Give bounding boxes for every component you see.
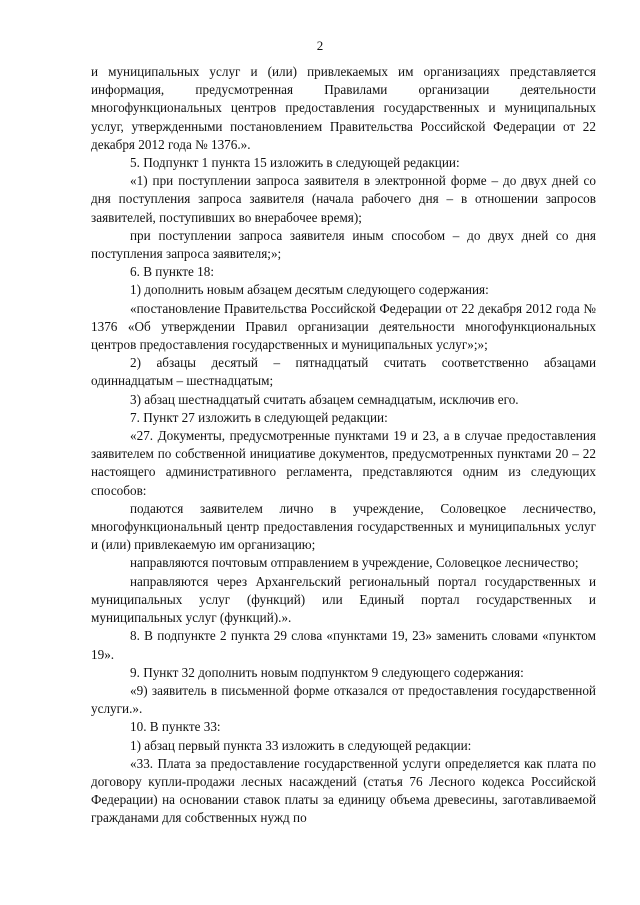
paragraph-item-7: 7. Пункт 27 изложить в следующей редакции: xyxy=(130,409,388,425)
paragraph-item-9-subitem-9: «9) заявитель в письменной форме отказался от предоставления государственной услуги.». xyxy=(91,682,596,717)
paragraph-item-7-method-mail: направляются почтовым отправлением в учреждение, Соловецкое лесничество; xyxy=(130,555,579,571)
paragraph-item-6-quote: «постановление Правительства Российской Федерации от 22 декабря 2012 года № 1376 «Об утверждении Правил организации деятельности многофункциональных центров предоставления государственных и муниципальных услуг»;»; xyxy=(91,300,596,353)
paragraph-item-5-subitem-1: «1) при поступлении запроса заявителя в электронной форме – до двух дней со дня поступления запроса заявителя (начала рабочего дня – в отношении запросов заявителей, поступивших во внерабочее время); xyxy=(91,173,596,225)
paragraph-item-10: 10. В пункте 33: xyxy=(130,719,221,735)
paragraph-item-6: 6. В пункте 18: xyxy=(130,264,214,280)
paragraph-item-8: 8. В подпункте 2 пункта 29 слова «пунктами 19, 23» заменить словами «пунктом 19». xyxy=(91,628,596,662)
paragraph-item-6-subitem-1: 1) дополнить новым абзацем десятым следующего содержания: xyxy=(130,282,489,298)
paragraph-item-7-method-in-person: подаются заявителем лично в учреждение, Соловецкое лесничество, многофункциональный центр предоставления государственных и муниципальных услуг и (или) привлекаемую им организацию; xyxy=(91,500,596,553)
paragraph-item-6-subitem-3: 3) абзац шестнадцатый считать абзацем семнадцатым, исключив его. xyxy=(130,391,519,407)
paragraph-continuation: и муниципальных услуг и (или) привлекаемых им организациях представляется информация, предусмотренная Правилами организации деятельности многофункциональных центров предоставления государственных и муниципальных услуг, утвержденными постановлением Правительства Российской Федерации от 22 декабря 2012 года № 1376.». xyxy=(91,64,596,152)
paragraph-item-9: 9. Пункт 32 дополнить новым подпунктом 9 следующего содержания: xyxy=(130,664,524,680)
paragraph-item-7-point-27: «27. Документы, предусмотренные пунктами 19 и 23, а в случае предоставления заявителем по собственной инициативе документов, предусмотренных пунктами 20 – 22 настоящего административного регламента, представляются одним из следующих способов: xyxy=(91,428,596,498)
paragraph-item-5-other-method: при поступлении запроса заявителя иным способом – до двух дней со дня поступления запроса заявителя;»; xyxy=(91,227,596,262)
paragraph-item-10-subitem-1: 1) абзац первый пункта 33 изложить в следующей редакции: xyxy=(130,737,472,753)
paragraph-item-5: 5. Подпункт 1 пункта 15 изложить в следующей редакции: xyxy=(130,155,460,171)
paragraph-item-6-subitem-2: 2) абзацы десятый – пятнадцатый считать соответственно абзацами одиннадцатым – шестнадцатым; xyxy=(91,355,596,389)
document-body xyxy=(91,63,596,828)
paragraph-item-10-point-33: «33. Плата за предоставление государственной услуги определяется как плата по договору купли-продажи лесных насаждений (статья 76 Лесного кодекса Российской Федерации) на основании ставок платы за единицу объема древесины, заготавливаемой гражданами для собственных нужд по xyxy=(91,755,596,826)
paragraph-item-7-method-portal: направляются через Архангельский региональный портал государственных и муниципальных услуг (функций) или Единый портал государственных и муниципальных услуг (функций).». xyxy=(91,573,596,626)
page-number: 2 xyxy=(316,38,324,53)
